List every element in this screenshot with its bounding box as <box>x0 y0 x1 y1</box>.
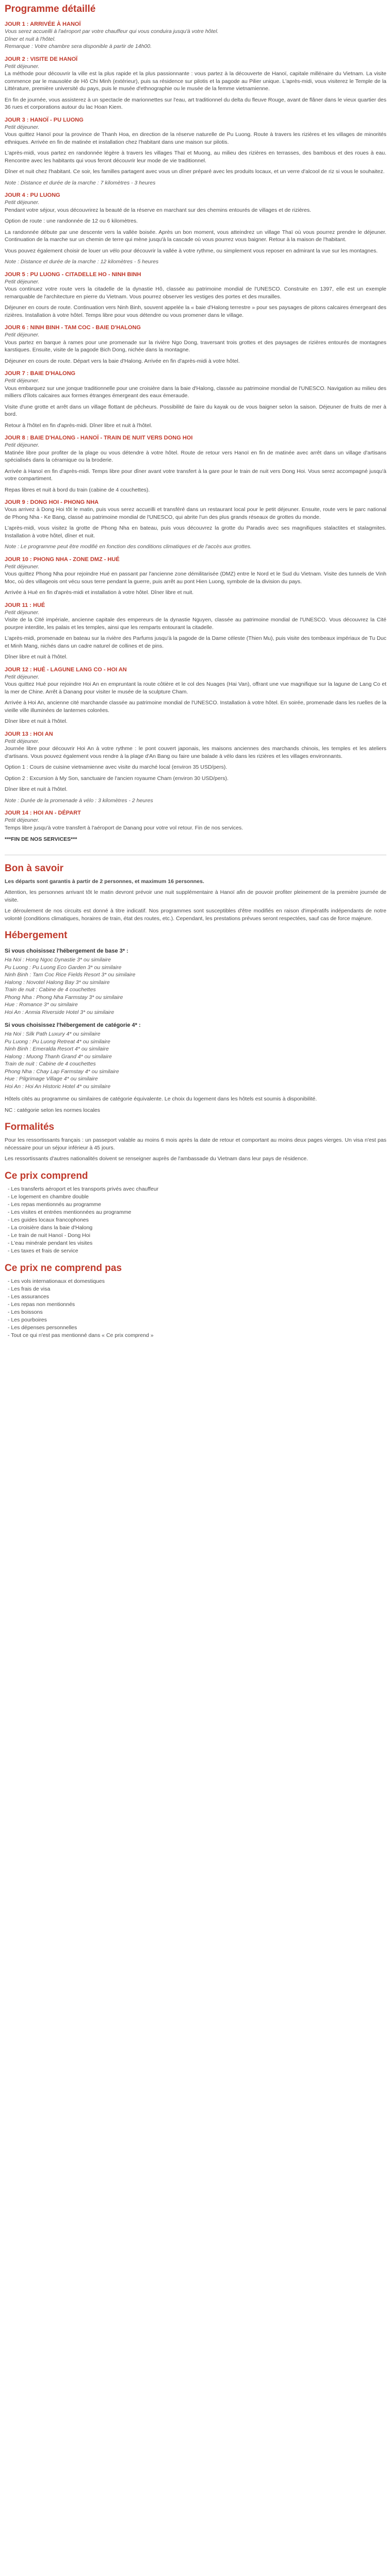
prix-ne-comprend-title: Ce prix ne comprend pas <box>5 1262 122 1274</box>
day-title: JOUR 4 : PU LUONG <box>5 192 60 198</box>
day-block <box>5 192 386 266</box>
hotel-line: Phong Nha : Phong Nha Farmstay 3* ou similaire <box>5 994 123 1001</box>
day-title: JOUR 7 : BAIE D'HALONG <box>5 370 76 377</box>
day-paragraph: Déjeuner en cours de route. Continuation vers Ninh Binh, souvent appelée la « baie d'Halong terrestre » pour ses paysages de pitons calcaires émergeant des rizières. Installation à votre hôtel. Temps libre pour vous détendre ou vous promener dans le village. <box>5 304 386 318</box>
prix-ne-comprend-item: - Les dépenses personnelles <box>8 1324 386 1332</box>
hebergement-group-heading: Si vous choisissez l'hébergement de base 3* : <box>5 948 128 954</box>
day-meal-line: Petit déjeuner. <box>5 332 40 338</box>
day-block <box>5 731 386 805</box>
day-paragraph: Déjeuner en cours de route. Départ vers la baie d'Halong. Arrivée en fin d'après-midi à votre hôtel. <box>5 358 240 364</box>
hebergement-footer: Hôtels cités au programme ou similaires de catégorie équivalente. Le choix du logement dans les hôtels est soumis à disponibilité. <box>5 1096 317 1102</box>
day-meal-line: Vous serez accueilli à l'aéroport par votre chauffeur qui vous conduira jusqu'à votre hôtel. <box>5 28 219 35</box>
day-meal-line: Petit déjeuner. <box>5 278 40 285</box>
hebergement-hotel-list <box>5 956 386 1016</box>
day-paragraph: L'après-midi, promenade en bateau sur la rivière des Parfums jusqu'à la pagode de la Dame céleste (Thien Mu), puis visite des tombeaux impériaux de Tu Duc et Minh Mang, nichés dans un cadre naturel de collines et de pins. <box>5 635 386 649</box>
day-paragraph: Vous quittez Phong Nha pour rejoindre Hué en passant par l'ancienne zone démilitarisée (DMZ) entre le Nord et le Sud du Vietnam. Visite des tunnels de Vinh Moc, où des villageois ont vécu sous terre pendant la guerre, puis arrêt au pont Hien Luong, symbole de la division du pays. <box>5 571 386 585</box>
prix-comprend-item: - La croisière dans la baie d'Halong <box>8 1224 386 1232</box>
hotel-line: Pu Luong : Pu Luong Retreat 4* ou similaire <box>5 1038 110 1045</box>
formalites-paragraph: Les ressortissants d'autres nationalités doivent se renseigner auprès de l'ambassade du Vietnam dans leur pays de résidence. <box>5 1156 308 1162</box>
formalites-body <box>5 1137 386 1163</box>
hotel-line: Train de nuit : Cabine de 4 couchettes <box>5 1061 96 1067</box>
day-title: JOUR 2 : VISITE DE HANOÏ <box>5 56 78 62</box>
hotel-line: Halong : Muong Thanh Grand 4* ou similaire <box>5 1053 112 1060</box>
prix-comprend-item: - L'eau minérale pendant les visites <box>8 1240 386 1247</box>
day-meal-line: Dîner et nuit à l'hôtel. <box>5 36 56 42</box>
day-title: JOUR 14 : HOI AN - DÉPART <box>5 810 81 816</box>
day-title: JOUR 13 : HOI AN <box>5 731 53 737</box>
day-block <box>5 116 386 187</box>
day-paragraph: Matinée libre pour profiter de la plage ou vous détendre à votre hôtel. Route de retour vers Hanoï en fin de matinée avec arrêt dans un village d'artisans spécialisés dans la céramique ou la broderie. <box>5 449 386 463</box>
day-paragraph: Dîner libre et nuit à l'hôtel. <box>5 654 68 660</box>
formalites-paragraph: Pour les ressortissants français : un passeport valable au moins 6 mois après la date de retour et comportant au moins deux pages vierges. Un visa n'est pas nécessaire pour un séjour inférieur à 45 jours. <box>5 1137 386 1151</box>
formalites-title: Formalités <box>5 1122 55 1132</box>
day-block <box>5 499 386 551</box>
day-block <box>5 556 386 597</box>
day-meal-line: Petit déjeuner. <box>5 199 40 206</box>
day-paragraph: Option de route : une randonnée de 12 ou 6 kilomètres. <box>5 218 138 224</box>
prix-comprend-list <box>5 1185 386 1255</box>
day-title: JOUR 12 : HUÉ - LAGUNE LANG CO - HOI AN <box>5 666 127 673</box>
bon-a-savoir-paragraph: Attention, les personnes arrivant tôt le matin devront prévoir une nuit supplémentaire à Hanoï afin de pouvoir profiter pleinement de la première journée de visite. <box>5 889 386 903</box>
hebergement-group-heading: Si vous choisissez l'hébergement de catégorie 4* : <box>5 1022 141 1028</box>
prix-comprend-item: - Le logement en chambre double <box>8 1193 386 1201</box>
day-note: Note : Distance et durée de la marche : 7 kilomètres - 3 heures <box>5 179 156 186</box>
day-paragraph: Vous continuez votre route vers la citadelle de la dynastie Hô, classée au patrimoine mondial de l'UNESCO. Construite en 1397, elle est un exemple remarquable de l'architecture en pierre du Vietnam. Vous pourrez observer les vestiges des portes et des murailles. <box>5 286 386 300</box>
day-block <box>5 271 386 319</box>
prix-ne-comprend-item: - Les frais de visa <box>8 1285 386 1293</box>
day-paragraph: Journée libre pour découvrir Hoi An à votre rythme : le pont couvert japonais, les maisons anciennes des marchands chinois, les temples et les ateliers d'artisans. Vous pouvez également vous rendre à la plage d'An Bang ou faire une balade à vélo dans les rizières et les villages environnants. <box>5 745 386 759</box>
day-title: JOUR 6 : NINH BINH - TAM COC - BAIE D'HALONG <box>5 325 141 331</box>
day-paragraph: Visite d'une grotte et arrêt dans un village flottant de pêcheurs. Possibilité de faire du kayak ou de vous baigner selon la saison. Déjeuner de fruits de mer à bord. <box>5 403 386 417</box>
day-paragraph: Vous quittez Hué pour rejoindre Hoi An en empruntant la route côtière et le col des Nuages (Hai Van), offrant une vue magnifique sur la lagune de Lang Co et la mer de Chine. Arrêt à Danang pour visiter le musée de la sculpture Cham. <box>5 681 386 695</box>
day-paragraph: Temps libre jusqu'à votre transfert à l'aéroport de Danang pour votre vol retour. Fin de nos services. <box>5 824 243 831</box>
day-paragraph: Option 1 : Cours de cuisine vietnamienne avec visite du marché local (environ 35 USD/pers). <box>5 764 227 770</box>
day-meal-line: Petit déjeuner. <box>5 738 40 744</box>
day-note: Note : Distance et durée de la marche : 12 kilomètres - 5 heures <box>5 259 159 265</box>
day-title: JOUR 1 : ARRIVÉE À HANOÏ <box>5 21 81 27</box>
bon-a-savoir-paragraph: Le déroulement de nos circuits est donné à titre indicatif. Nos programmes sont susceptibles d'être modifiés en raison d'impératifs indépendants de notre volonté (conditions climatiques, horaires de train, état des routes, etc.). Cependant, les prestations prévues seront respectées, sauf cas de force majeure. <box>5 908 386 922</box>
prix-ne-comprend-item: - Les vols internationaux et domestiques <box>8 1278 386 1285</box>
day-paragraph: Visite de la Cité impériale, ancienne capitale des empereurs de la dynastie Nguyen, classée au patrimoine mondial de l'UNESCO. Vous découvrez la Cité pourpre interdite, les palais et les temples, ainsi que les remparts entourant la citadelle. <box>5 617 386 631</box>
bon-a-savoir-body <box>5 878 386 923</box>
programme-title: Programme détaillé <box>5 4 96 14</box>
day-paragraph: Dîner libre et nuit à l'hôtel. <box>5 718 68 724</box>
day-paragraph: La méthode pour découvrir la ville est la plus rapide et la plus passionnante : vous partez à la découverte de Hanoï, capitale millénaire du Vietnam. La visite commence par le mausolée de Hô Chi Minh (extérieur), puis sa résidence sur pilotis et la pagode au Pilier unique. L'après-midi, vous visiterez le Temple de la Littérature, première université du pays, puis le musée d'ethnographie ou le musée de la femme vietnamienne. <box>5 71 386 92</box>
day-meal-line: Petit déjeuner. <box>5 817 40 823</box>
day-title: JOUR 8 : BAIE D'HALONG - HANOÏ - TRAIN DE NUIT VERS DONG HOI <box>5 435 193 441</box>
prix-ne-comprend-item: - Les repas non mentionnés <box>8 1301 386 1309</box>
hotel-line: Ha Noi : Silk Path Luxury 4* ou similaire <box>5 1031 101 1037</box>
day-note: Note : Durée de la promenade à vélo : 3 kilomètres - 2 heures <box>5 797 153 804</box>
day-paragraph: Dîner libre et nuit à l'hôtel. <box>5 786 68 792</box>
day-paragraph: L'après-midi, vous partez en randonnée légère à travers les villages Thaï et Muong, au milieu des rizières en terrasses, des bambous et des roues à eau. Rencontre avec les habitants qui vous feront découvrir leur mode de vie traditionnel. <box>5 150 386 164</box>
day-meal-line: Petit déjeuner. <box>5 63 40 70</box>
bon-a-savoir-title: Bon à savoir <box>5 862 64 874</box>
day-meal-line: Petit déjeuner. <box>5 378 40 384</box>
day-title: JOUR 5 : PU LUONG - CITADELLE HO - NINH BINH <box>5 271 141 278</box>
day-paragraph: Vous partez en barque à rames pour une promenade sur la rivière Ngo Dong, traversant trois grottes et des paysages de rizières entourés de montagnes karstiques. Ensuite, visite de la pagode Bich Dong, nichée dans la montagne. <box>5 339 386 353</box>
day-paragraph: L'après-midi, vous visitez la grotte de Phong Nha en bateau, puis vous découvrez la grotte du Paradis avec ses magnifiques stalactites et stalagmites. Installation à votre hôtel, dîner et nuit. <box>5 525 386 539</box>
hotel-line: Ha Noi : Hong Ngoc Dynastie 3* ou similaire <box>5 957 111 963</box>
hebergement-body <box>5 948 386 1090</box>
day-paragraph: Vous arrivez à Dong Hoi tôt le matin, puis vous serez accueilli et transféré dans un restaurant local pour le petit déjeuner. Ensuite, route vers le parc national de Phong Nha - Ke Bang, classé au patrimoine mondial de l'UNESCO, qui abrite l'un des plus grands réseaux de grottes du monde. <box>5 506 386 520</box>
day-paragraph: Dîner et nuit chez l'habitant. Ce soir, les familles partagent avec vous un dîner préparé avec les produits locaux, et un verre d'alcool de riz si vous le souhaitez. <box>5 168 385 175</box>
hebergement-hotel-list <box>5 1030 386 1090</box>
end-note: ***FIN DE NOS SERVICES*** <box>5 836 77 842</box>
hotel-line: Phong Nha : Chay Lap Farmstay 4* ou similaire <box>5 1068 119 1075</box>
day-block <box>5 602 386 661</box>
bon-a-savoir-paragraph: Les départs sont garantis à partir de 2 personnes, et maximum 16 personnes. <box>5 878 204 885</box>
day-meal-line: Petit déjeuner. <box>5 609 40 616</box>
day-paragraph: Arrivée à Hué en fin d'après-midi et installation à votre hôtel. Dîner libre et nuit. <box>5 589 194 596</box>
prix-ne-comprend-item: - Tout ce qui n'est pas mentionné dans « Ce prix comprend » <box>8 1332 386 1340</box>
hotel-line: Train de nuit : Cabine de 4 couchettes <box>5 987 96 993</box>
prix-ne-comprend-item: - Les assurances <box>8 1293 386 1301</box>
prix-comprend-item: - Le train de nuit Hanoï - Dong Hoi <box>8 1232 386 1240</box>
day-block <box>5 370 386 429</box>
day-paragraph: La randonnée débute par une descente vers la vallée boisée. Après un bon moment, vous atteindrez un village Thaï où vous pourrez prendre le déjeuner. Continuation de la marche sur un chemin de terre qui mène jusqu'à la cascade où vous pourrez vous baigner. Retour à la maison de l'habitant. <box>5 229 386 243</box>
day-meal-line: Petit déjeuner. <box>5 673 40 680</box>
day-paragraph: Vous quittez Hanoï pour la province de Thanh Hoa, en direction de la réserve naturelle de Pu Luong. Route à travers les rizières et les villages de minorités ethniques. Arrivée en fin de matinée et installation chez l'habitant dans une maison sur pilotis. <box>5 131 386 145</box>
day-meal-line: Petit déjeuner. <box>5 563 40 570</box>
day-paragraph: Arrivée à Hoi An, ancienne cité marchande classée au patrimoine mondial de l'UNESCO. Installation à votre hôtel. En soirée, promenade dans les ruelles de la vieille ville illuminées de lanternes colorées. <box>5 700 386 714</box>
hotel-line: Hue : Pilgrimage Village 4* ou similaire <box>5 1076 98 1082</box>
prix-comprend-item: - Les visites et entrées mentionnées au programme <box>8 1209 386 1216</box>
day-paragraph: Repas libres et nuit à bord du train (cabine de 4 couchettes). <box>5 486 150 493</box>
day-block <box>5 666 386 725</box>
day-paragraph: Arrivée à Hanoï en fin d'après-midi. Temps libre pour dîner avant votre transfert à la gare pour le train de nuit vers Dong Hoi. Vous serez accompagné jusqu'à votre compartiment. <box>5 468 386 482</box>
day-block <box>5 809 386 832</box>
day-title: JOUR 10 : PHONG NHA - ZONE DMZ - HUÉ <box>5 556 120 563</box>
day-paragraph: Option 2 : Excursion à My Son, sanctuaire de l'ancien royaume Cham (environ 30 USD/pers). <box>5 775 229 782</box>
day-note: Note : Le programme peut être modifié en fonction des conditions climatiques et de l'accès aux grottes. <box>5 544 252 550</box>
hotel-line: Hoi An : Anmia Riverside Hotel 3* ou similaire <box>5 1009 115 1015</box>
day-title: JOUR 11 : HUÉ <box>5 602 45 608</box>
prix-comprend-item: - Les taxes et frais de service <box>8 1247 386 1255</box>
day-paragraph: En fin de journée, vous assisterez à un spectacle de marionnettes sur l'eau, art traditionnel du delta du fleuve Rouge, avant de flâner dans le vieux quartier des 36 rues et corporations autour du lac Hoan Kiem. <box>5 96 386 110</box>
prix-comprend-item: - Les repas mentionnés au programme <box>8 1201 386 1209</box>
prix-comprend-title: Ce prix comprend <box>5 1170 88 1181</box>
day-meal-line: Petit déjeuner. <box>5 124 40 130</box>
day-title: JOUR 3 : HANOÏ - PU LUONG <box>5 116 84 123</box>
prix-comprend-item: - Les guides locaux francophones <box>8 1216 386 1224</box>
day-paragraph: Vous pouvez également choisir de louer un vélo pour découvrir la vallée à votre rythme, ou simplement vous reposer en admirant la vue sur les montagnes. <box>5 247 378 254</box>
day-paragraph: Retour à l'hôtel en fin d'après-midi. Dîner libre et nuit à l'hôtel. <box>5 422 153 429</box>
day-block <box>5 56 386 111</box>
day-paragraph: Vous embarquez sur une jonque traditionnelle pour une croisière dans la baie d'Halong, classée au patrimoine mondial de l'UNESCO. Navigation au milieu des milliers d'îlots calcaires aux formes étranges émergeant des eaux émeraude. <box>5 385 386 399</box>
hotel-line: Hoi An : Hoi An Historic Hotel 4* ou similaire <box>5 1083 111 1090</box>
day-paragraph: Pendant votre séjour, vous découvrirez la beauté de la réserve en marchant sur des chemins entourés de villages et de rizières. <box>5 207 312 213</box>
prix-ne-comprend-item: - Les boissons <box>8 1309 386 1316</box>
hebergement-title: Hébergement <box>5 930 68 941</box>
hotel-line: Ninh Binh : Tam Coc Rice Fields Resort 3* ou similaire <box>5 972 136 978</box>
day-block <box>5 434 386 494</box>
hotel-line: Halong : Novotel Halong Bay 3* ou similaire <box>5 979 110 986</box>
hebergement-footer2: NC : catégorie selon les normes locales <box>5 1107 101 1113</box>
hotel-line: Pu Luong : Pu Luong Eco Garden 3* ou similaire <box>5 964 122 971</box>
hotel-line: Ninh Binh : Emeralda Resort 4* ou similaire <box>5 1046 109 1052</box>
hotel-line: Hue : Romance 3* ou similaire <box>5 1002 78 1008</box>
prix-ne-comprend-item: - Les pourboires <box>8 1316 386 1324</box>
day-meal-line: Petit déjeuner. <box>5 442 40 448</box>
day-list <box>5 21 386 832</box>
day-block <box>5 324 386 365</box>
day-block <box>5 21 386 50</box>
day-note: Remarque : Votre chambre sera disponible à partir de 14h00. <box>5 43 152 49</box>
day-title: JOUR 9 : DONG HOI - PHONG NHA <box>5 499 99 505</box>
prix-ne-comprend-list <box>5 1278 386 1340</box>
prix-comprend-item: - Les transferts aéroport et les transports privés avec chauffeur <box>8 1185 386 1193</box>
